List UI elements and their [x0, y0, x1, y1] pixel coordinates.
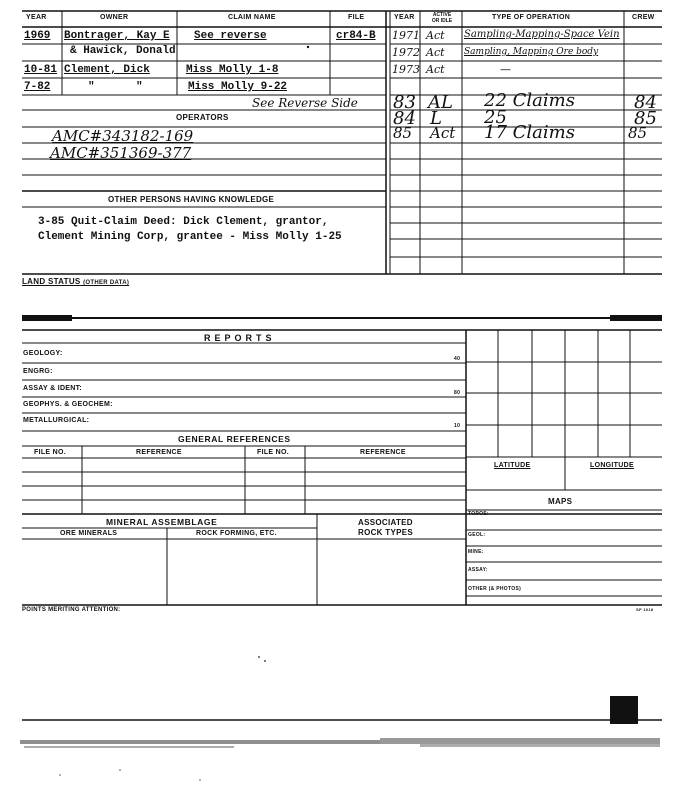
form-code: SP 1018: [636, 607, 654, 612]
maps-mine: MINE:: [468, 549, 484, 555]
op-6-type: 17 Claims: [484, 122, 575, 143]
owner-row-4-year: 7-82: [24, 81, 51, 93]
header-active-1: ACTIVE: [432, 12, 452, 18]
maps-other: OTHER (& PHOTOS): [468, 586, 522, 592]
general-references-title: GENERAL REFERENCES: [178, 434, 291, 444]
op-2-active: Act: [426, 46, 445, 59]
owner-row-4-claim: Miss Molly 9-22: [188, 81, 288, 93]
owner-row-1-claim: See reverse: [194, 30, 267, 42]
owner-row-1-file: cr84-B: [336, 30, 376, 42]
associated-label: ASSOCIATED: [358, 518, 413, 527]
op-5-year: 84: [393, 108, 416, 129]
op-3-year: 1973: [392, 63, 420, 76]
report-geology: GEOLOGY:: [23, 350, 63, 357]
report-metallurgical-num: 10: [454, 423, 461, 429]
maps-assay: ASSAY:: [468, 567, 488, 573]
op-4-type: 22 Claims: [484, 90, 575, 111]
rock-forming-label: ROCK FORMING, ETC.: [196, 530, 277, 537]
op-1-type: Sampling-Mapping-Space Vein: [464, 29, 620, 40]
op-5-crew: 85: [634, 108, 657, 129]
owner-row-2-owner: & Hawick, Donald: [70, 45, 176, 57]
op-2-type: Sampling, Mapping Ore body: [464, 47, 599, 57]
bar-left: [22, 315, 72, 321]
maps-geol: GEOL:: [468, 532, 486, 538]
other-persons-line-1: 3-85 Quit-Claim Deed: Dick Clement, grantor,: [38, 216, 329, 228]
header-crew: CREW: [632, 14, 655, 21]
report-geophys: GEOPHYS. & GEOCHEM:: [23, 401, 113, 408]
op-6-crew: 85: [628, 124, 648, 142]
reports-title: REPORTS: [204, 333, 276, 343]
land-status-label: [22, 277, 129, 286]
header-active: [424, 12, 460, 24]
owner-row-3-claim: Miss Molly 1-8: [186, 64, 279, 76]
land-status-title: LAND STATUS: [22, 277, 81, 286]
op-6-active: Act: [430, 124, 456, 142]
owner-row-1-owner: Bontrager, Kay E: [64, 30, 170, 42]
report-assay: ASSAY & IDENT:: [23, 385, 83, 392]
report-geology-num: 40: [454, 356, 461, 362]
op-1-year: 1971: [392, 29, 420, 42]
owner-row-3-year: 10-81: [24, 64, 58, 76]
owner-row-4-owner: ": [88, 81, 95, 93]
claim-note: See Reverse Side: [252, 96, 358, 110]
longitude-label: LONGITUDE: [590, 462, 634, 469]
latitude-label: LATITUDE: [494, 462, 531, 469]
bar-right: [610, 315, 662, 321]
operator-2: AMC#351369-377: [50, 144, 192, 162]
op-4-crew: 84: [634, 92, 657, 113]
gr-col-reference: REFERENCE: [136, 449, 182, 456]
header-owner: OWNER: [100, 14, 129, 21]
operator-1: AMC#343182-169: [52, 127, 194, 145]
header-claim-name: CLAIM NAME: [228, 14, 276, 21]
owner-row-1-year: 1969: [24, 30, 51, 42]
points-meriting-attention: POINTS MERITING ATTENTION:: [22, 607, 121, 613]
op-4-active: AL: [428, 92, 453, 113]
op-5-type: 25: [484, 107, 507, 128]
header-file: FILE: [348, 14, 365, 21]
report-assay-num: 80: [454, 390, 461, 396]
gr-col-file-no: FILE NO.: [34, 449, 66, 456]
owner-row-3-owner: Clement, Dick: [64, 64, 150, 76]
op-2-year: 1972: [392, 46, 420, 59]
header-year-2: YEAR: [394, 14, 415, 21]
header-type-of-operation: TYPE OF OPERATION: [492, 14, 571, 21]
maps-topos: TOPOS:: [468, 511, 489, 517]
operators-label: OPERATORS: [176, 113, 229, 122]
other-persons-label: OTHER PERSONS HAVING KNOWLEDGE: [108, 195, 275, 204]
land-status-sub: (OTHER DATA): [83, 280, 130, 286]
op-6-year: 85: [393, 124, 413, 142]
other-persons-line-2: Clement Mining Corp, grantee - Miss Molly 1-25: [38, 231, 342, 243]
ore-minerals-label: ORE MINERALS: [60, 530, 118, 537]
op-3-active: Act: [426, 63, 445, 76]
op-1-active: Act: [426, 29, 445, 42]
mineral-assemblage-title: MINERAL ASSEMBLAGE: [106, 517, 218, 527]
header-active-2: OR IDLE: [431, 18, 453, 24]
op-3-type: —: [500, 63, 511, 76]
op-5-active: L: [430, 108, 442, 129]
rock-types-label: ROCK TYPES: [358, 528, 414, 537]
report-metallurgical: METALLURGICAL:: [23, 417, 90, 424]
gr-col-file-no-2: FILE NO.: [257, 449, 289, 456]
report-engrg: ENGRG:: [23, 368, 53, 375]
gr-col-reference-2: REFERENCE: [360, 449, 406, 456]
maps-title: MAPS: [548, 497, 573, 506]
owner-row-4-owner-2: ": [136, 81, 143, 93]
op-4-year: 83: [393, 92, 416, 113]
header-year: YEAR: [26, 14, 47, 21]
